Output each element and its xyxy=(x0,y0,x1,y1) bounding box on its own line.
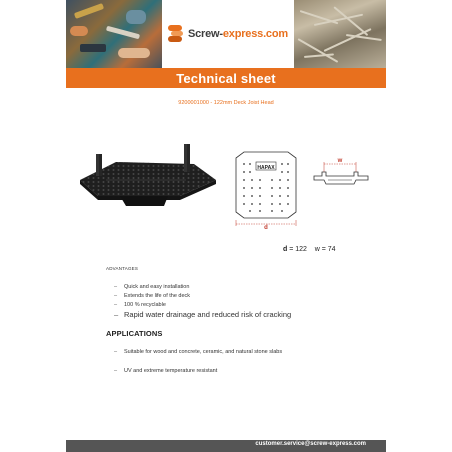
dim-d-value: = 122 xyxy=(289,246,307,253)
workshop-photo xyxy=(66,0,162,68)
dim-w-marker: w xyxy=(337,158,343,164)
advantages-list xyxy=(114,283,291,320)
contact-email[interactable]: customer.service@screw-express.com xyxy=(255,441,366,447)
drawing-brand-label: HAPAX xyxy=(257,165,275,171)
dim-w-label: w xyxy=(314,246,320,253)
brand-name: Screw-express.com xyxy=(188,28,288,40)
brand-logo xyxy=(168,22,288,46)
advantages-heading: ADVANTAGES xyxy=(106,266,139,271)
side-profile-drawing xyxy=(312,156,376,188)
list-item: – Quick and easy installation xyxy=(114,283,291,292)
list-item: – UV and extreme temperature resistant xyxy=(114,368,217,374)
dim-d-marker: d xyxy=(264,225,268,230)
list-item: – Extends the life of the deck xyxy=(114,292,291,301)
list-item: – 100 % recyclable xyxy=(114,301,291,310)
dim-d-label: d xyxy=(283,246,288,253)
footer-bar xyxy=(66,440,386,452)
applications-heading: APPLICATIONS xyxy=(106,329,163,338)
list-item: – Suitable for wood and concrete, ceramic, and natural stone slabs xyxy=(114,349,282,355)
dimension-values xyxy=(283,246,336,253)
logo-swirl-icon xyxy=(168,25,184,43)
header-banner xyxy=(66,0,386,68)
product-photo xyxy=(76,140,218,210)
product-reference: 9200001000 - 122mm Deck Joist Head xyxy=(178,100,274,106)
title-bar xyxy=(66,68,386,88)
top-view-drawing xyxy=(230,148,302,230)
technical-sheet-page xyxy=(66,0,386,452)
dim-w-value: = 74 xyxy=(321,246,336,253)
screws-photo xyxy=(294,0,386,68)
page-title: Technical sheet xyxy=(176,70,276,86)
list-item: – Rapid water drainage and reduced risk of cracking xyxy=(114,310,291,320)
